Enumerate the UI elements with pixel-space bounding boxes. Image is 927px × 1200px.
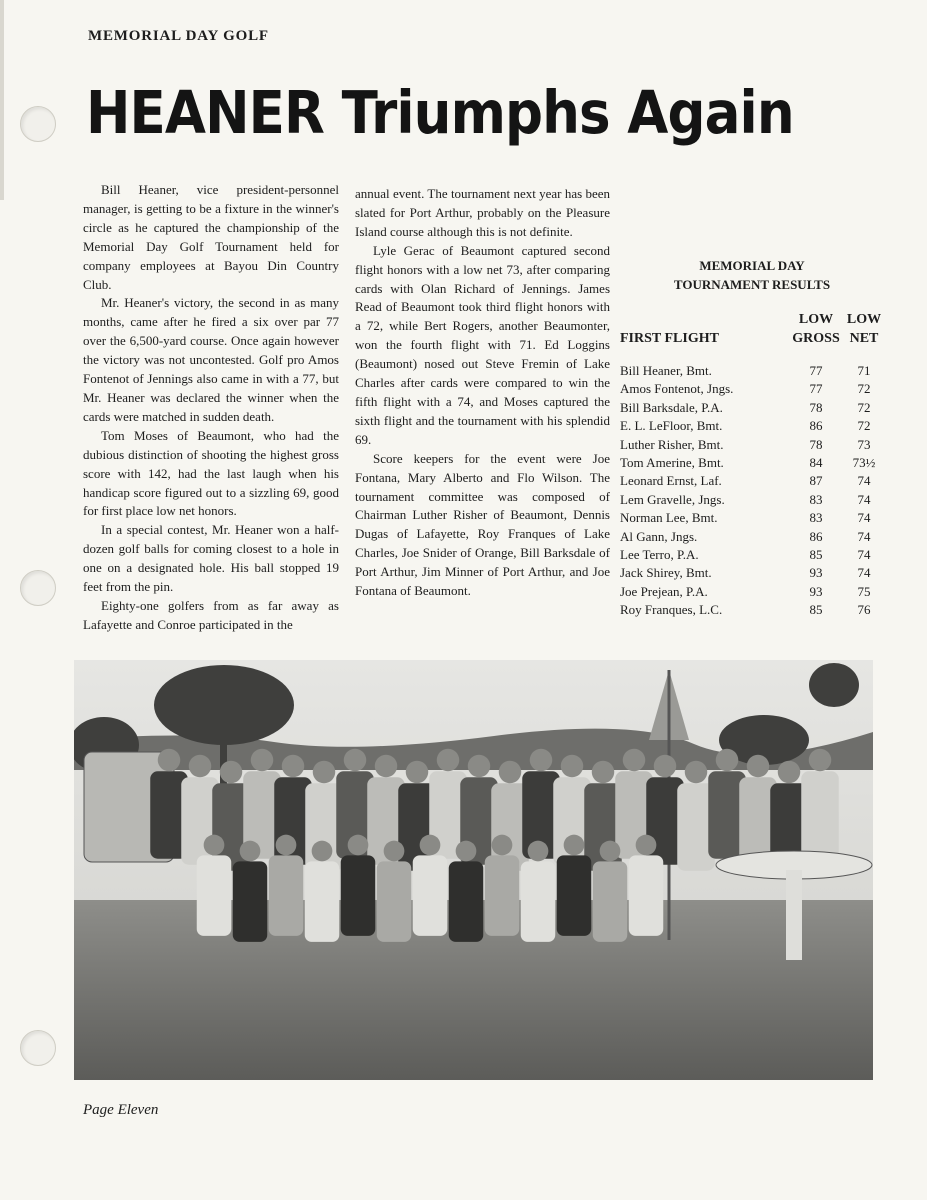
paragraph: In a special contest, Mr. Heaner won a half-dozen golf balls for coming closest to a hole in one on a designated hole. His ball stopped 19 feet from the pin. <box>83 522 339 595</box>
results-header-row <box>620 310 884 348</box>
flight-label: FIRST FLIGHT <box>620 331 719 346</box>
paragraph: Mr. Heaner's victory, the second in as many months, came after he fired a six over par 77 over the 6,500-yard course. Once again however the victory was not uncontested. Golf pro Amos Fontenot of Jennings also came in with a 77, but Mr. Heaner was declared the winner when the cards were matched in sudden death. <box>83 295 339 424</box>
player-name: Lee Terro, P.A. <box>620 547 699 563</box>
binder-hole <box>20 106 56 142</box>
article-column-2 <box>355 185 610 601</box>
gross-score: 78 <box>809 399 823 415</box>
player-name: Tom Amerine, Bmt. <box>620 455 724 471</box>
player-name: Joe Prejean, P.A. <box>620 583 708 599</box>
net-score: 75 <box>857 583 871 599</box>
gross-header-line: LOW <box>798 312 834 327</box>
paragraph: Tom Moses of Beaumont, who had the dubious distinction of shooting the highest gross score with 142, had the last laugh when his handicap score figured out to a sizzling 69, good for first place low net honors. <box>83 427 339 519</box>
gross-score: 83 <box>809 510 823 526</box>
gross-score: 87 <box>809 473 823 489</box>
article-column-1 <box>83 181 339 635</box>
gross-score: 84 <box>809 455 823 471</box>
page-edge <box>0 0 4 200</box>
gross-score: 77 <box>809 381 823 397</box>
results-title-line: TOURNAMENT RESULTS <box>673 277 831 292</box>
player-name: Amos Fontenot, Jngs. <box>620 381 734 397</box>
gross-score: 85 <box>809 602 823 618</box>
result-row <box>620 583 884 601</box>
paragraph: annual event. The tournament next year has been slated for Port Arthur, probably on the Pleasure Island course although this is not definite. <box>355 186 610 239</box>
gross-header <box>788 310 844 348</box>
net-header <box>844 310 884 348</box>
net-score: 74 <box>857 473 871 489</box>
result-row <box>620 601 884 619</box>
net-score: 74 <box>857 528 871 544</box>
net-score: 74 <box>857 510 871 526</box>
result-row <box>620 399 884 417</box>
gross-score: 93 <box>809 583 823 599</box>
gross-score: 83 <box>809 491 823 507</box>
paragraph: Eighty-one golfers from as far away as Lafayette and Conroe participated in the <box>83 597 339 632</box>
headline: HEANER Triumphs Again <box>86 78 794 147</box>
player-name: E. L. LeFloor, Bmt. <box>620 418 723 434</box>
results-rows <box>620 362 884 620</box>
results-table <box>620 256 884 620</box>
net-score: 73½ <box>852 455 876 471</box>
result-row <box>620 564 884 582</box>
results-title <box>620 256 884 294</box>
binder-hole <box>20 570 56 606</box>
paragraph: Lyle Gerac of Beaumont captured second flight honors with a low net 73, after comparing cards with Olan Richard of Jennings. James Read of Beaumont took third flight honors with a 72, while Bert Rogers, another Beaumonter, won the fourth flight with 71. Ed Loggins (Beaumont) nosed out Steve Fremin of Lake Charles after cards were compared to win the fifth flight with a 74, and Moses captured the sixth flight and the tournament with his splendid 69. <box>355 242 610 447</box>
player-name: Norman Lee, Bmt. <box>620 510 718 526</box>
net-score: 72 <box>857 418 871 434</box>
gross-score: 86 <box>809 528 823 544</box>
net-score: 72 <box>857 381 871 397</box>
result-row <box>620 491 884 509</box>
net-score: 74 <box>857 547 871 563</box>
result-row <box>620 454 884 472</box>
gross-score: 86 <box>809 418 823 434</box>
result-row <box>620 546 884 564</box>
gross-score: 77 <box>809 363 823 378</box>
paragraph: Bill Heaner, vice president-personnel manager, is getting to be a fixture in the winner's circle as he captured the championship of the Memorial Day Golf Tournament held for company employees at Bayou Din Country Club. <box>83 182 339 292</box>
player-name: Roy Franques, L.C. <box>620 602 723 618</box>
net-score: 71 <box>857 363 871 378</box>
paragraph: Score keepers for the event were Joe Fontana, Mary Alberto and Flo Wilson. The tournament committee was composed of Chairman Luther Risher of Beaumont, Dennis Dugas of Lafayette, Roy Franques of Lake Charles, Joe Snider of Orange, Bill Barksdale of Port Arthur, Jim Minner of Port Arthur, and Joe Fontana of Beaumont. <box>355 450 610 599</box>
net-header-line: LOW <box>846 312 882 327</box>
gross-score: 93 <box>809 565 823 581</box>
result-row <box>620 380 884 398</box>
results-title-line: MEMORIAL DAY <box>699 258 805 273</box>
page-number: Page Eleven <box>83 1102 159 1118</box>
net-header-line: NET <box>849 331 879 346</box>
result-row <box>620 436 884 454</box>
net-score: 73 <box>857 436 871 452</box>
result-row <box>620 417 884 435</box>
binder-hole <box>20 1030 56 1066</box>
result-row <box>620 472 884 490</box>
net-score: 74 <box>857 491 871 507</box>
net-score: 76 <box>857 602 871 618</box>
player-name: Bill Barksdale, P.A. <box>620 399 723 415</box>
player-name: Jack Shirey, Bmt. <box>620 565 712 581</box>
player-name: Bill Heaner, Bmt. <box>620 363 712 378</box>
result-row <box>620 528 884 546</box>
group-photo <box>74 660 873 1080</box>
gross-header-line: GROSS <box>792 331 840 346</box>
player-name: Al Gann, Jngs. <box>620 528 698 544</box>
player-name: Lem Gravelle, Jngs. <box>620 491 725 507</box>
player-name: Leonard Ernst, Laf. <box>620 473 722 489</box>
net-score: 74 <box>857 565 871 581</box>
gross-score: 78 <box>809 436 823 452</box>
net-score: 72 <box>857 399 871 415</box>
player-name: Luther Risher, Bmt. <box>620 436 724 452</box>
section-label: MEMORIAL DAY GOLF <box>88 28 269 44</box>
result-row <box>620 362 884 380</box>
result-row <box>620 509 884 527</box>
gross-score: 85 <box>809 547 823 563</box>
